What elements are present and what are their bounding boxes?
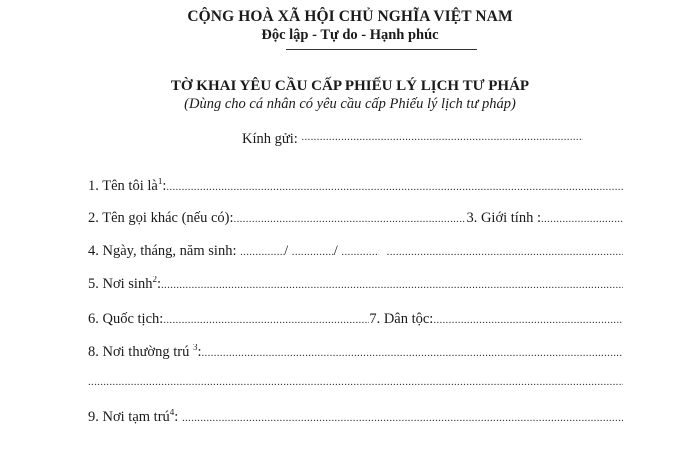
recipient-line [242, 131, 583, 148]
other-name-input[interactable] [234, 213, 467, 225]
footnote-marker: 3 [192, 344, 198, 352]
dob-extra-input[interactable] [387, 246, 623, 258]
dob-month-input[interactable] [292, 246, 334, 258]
field-full-name [88, 178, 623, 195]
nationality-input[interactable] [163, 314, 369, 326]
date-separator: / [284, 243, 289, 259]
national-title: CỘNG HOÀ XÃ HỘI CHỦ NGHĨA VIỆT NAM [187, 8, 513, 25]
field-temporary-residence [88, 409, 623, 426]
temporary-residence-input[interactable] [182, 412, 623, 424]
full-name-input[interactable] [166, 181, 623, 193]
field-permanent-residence [88, 344, 623, 361]
field-label: 4. Ngày, tháng, năm sinh: [88, 243, 237, 259]
field-nationality-ethnicity [88, 311, 623, 328]
permanent-residence-input-line2[interactable] [88, 376, 623, 388]
motto-underline [286, 49, 477, 50]
ethnicity-input[interactable] [433, 314, 623, 326]
ethnicity-label: 7. Dân tộc: [369, 311, 434, 327]
dob-year-input[interactable] [341, 246, 379, 258]
recipient-label: Kính gửi: [242, 131, 298, 147]
field-label: 9. Nơi tạm trú$^4$: [88, 409, 179, 425]
national-motto: Độc lập - Tự do - Hạnh phúc [261, 27, 439, 43]
field-label: 6. Quốc tịch: [88, 311, 164, 327]
form-subtitle: (Dùng cho cá nhân có yêu cầu cấp Phiếu lý lịch tư pháp) [184, 96, 516, 112]
footnote-marker: 1 [157, 178, 163, 186]
footnote-marker: 4 [169, 409, 175, 417]
field-label: 2. Tên gọi khác (nếu có): [88, 210, 234, 226]
field-permanent-residence-cont [88, 376, 623, 388]
place-of-birth-input[interactable] [161, 279, 623, 291]
form-title: TỜ KHAI YÊU CẦU CẤP PHIẾU LÝ LỊCH TƯ PHÁP [170, 78, 530, 94]
dob-day-input[interactable] [240, 246, 284, 258]
recipient-input[interactable] [301, 131, 583, 143]
field-date-of-birth [88, 243, 623, 260]
gender-input[interactable] [541, 213, 623, 225]
field-place-of-birth [88, 276, 623, 293]
date-separator: / [333, 243, 338, 259]
field-label: 8. Nơi thường trú $^3$: [88, 344, 202, 360]
field-label: 1. Tên tôi $là^1$: [88, 178, 167, 194]
gender-label: 3. Giới tính : [466, 210, 541, 226]
footnote-marker: 2 [152, 276, 157, 284]
field-other-name-gender [88, 210, 623, 227]
permanent-residence-input[interactable] [202, 347, 624, 359]
field-label: 5. Nơi $\sinh^2$: [88, 276, 161, 292]
